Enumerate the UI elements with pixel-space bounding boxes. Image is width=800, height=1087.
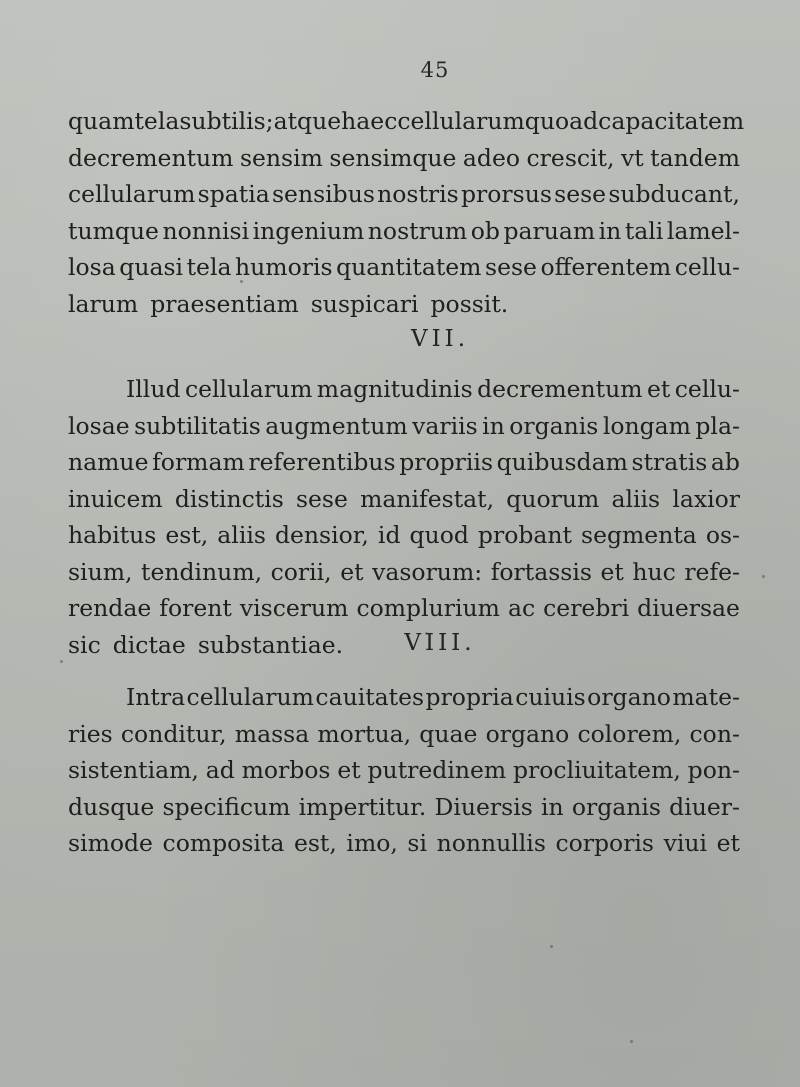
text-line	[68, 481, 740, 518]
word: cellularum	[68, 180, 196, 208]
word: cellu-	[674, 375, 740, 403]
word: cauitates	[315, 683, 425, 711]
word: nonnisi	[162, 216, 250, 245]
word: sese	[295, 484, 348, 513]
word: vasorum:	[372, 557, 483, 586]
text-line	[68, 679, 740, 716]
word: forent	[159, 594, 232, 622]
text-line	[68, 789, 740, 826]
text-line	[68, 213, 740, 250]
word: decrementum	[477, 375, 643, 403]
section-heading-vii: VII.	[410, 326, 470, 352]
word: diuersae	[637, 594, 740, 622]
word: nostrum	[367, 216, 468, 245]
word: quae	[419, 719, 478, 748]
word: et	[340, 557, 364, 586]
paragraph-continuation	[68, 103, 745, 322]
word: massa	[234, 719, 310, 748]
word: praesentiam	[150, 289, 299, 318]
word: prorsus	[460, 180, 552, 208]
word: substantiae.	[197, 630, 344, 659]
word: huc	[632, 557, 676, 586]
word: cellularum	[186, 683, 314, 711]
text-line	[68, 590, 740, 627]
word: sium,	[68, 557, 133, 586]
word: offerentem	[540, 253, 672, 281]
word: ad	[205, 756, 235, 784]
word: corporis	[555, 829, 654, 857]
word: sensimque	[329, 143, 457, 172]
word: aliis	[217, 521, 266, 549]
text-line	[68, 752, 740, 789]
word: dusque	[68, 792, 155, 821]
word: cerebri	[543, 594, 630, 622]
word: pon-	[687, 756, 740, 784]
word: quasi	[119, 253, 184, 281]
word: inuicem	[68, 484, 163, 513]
word: quoad	[524, 107, 599, 135]
word: ries	[68, 719, 113, 748]
word: complurium	[356, 594, 500, 622]
word: pla-	[695, 411, 740, 440]
word: si	[407, 829, 427, 857]
word: in	[540, 792, 564, 821]
word: crescit,	[526, 143, 615, 172]
word: capacitatem	[598, 107, 745, 135]
word: putredinem	[367, 756, 507, 784]
word: est,	[293, 829, 337, 857]
text-line	[68, 371, 740, 408]
text-line	[68, 517, 740, 554]
word: humoris	[235, 253, 333, 281]
word: propria	[425, 683, 514, 711]
word: augmentum	[265, 411, 408, 440]
paper-speck	[425, 632, 428, 635]
word: probant	[477, 521, 572, 549]
paper-speck	[550, 945, 553, 948]
word: quam	[68, 107, 135, 135]
text-line	[68, 249, 740, 286]
word: organo	[587, 683, 671, 711]
word: in	[482, 411, 505, 440]
word: organis	[571, 792, 661, 821]
word: organis	[509, 411, 599, 440]
word: mate-	[672, 683, 740, 711]
page-number: 45	[420, 58, 450, 82]
word: Illud	[126, 375, 181, 403]
word: sese	[554, 180, 607, 208]
word: densior,	[274, 521, 369, 549]
word: sic	[68, 630, 101, 659]
word: colorem,	[577, 719, 682, 748]
word: rendae	[68, 594, 152, 622]
word: composita	[162, 829, 285, 857]
section-heading-viii: VIII.	[404, 630, 476, 656]
word: cellularum	[184, 375, 313, 403]
word: conditur,	[120, 719, 227, 748]
word: organo	[485, 719, 570, 748]
word: atque	[273, 107, 342, 135]
text-line	[68, 408, 740, 445]
word: Diuersis	[434, 792, 533, 821]
text-line	[68, 444, 740, 481]
word: habitus	[68, 521, 157, 549]
word: tendinum,	[141, 557, 263, 586]
word: quorum	[506, 484, 600, 513]
word: sese	[485, 253, 537, 281]
word: tela	[186, 253, 232, 281]
text-line	[68, 140, 740, 177]
word: dictae	[112, 630, 186, 659]
word: cellularum	[397, 107, 525, 135]
paper-speck	[240, 280, 243, 283]
word: subtilis;	[179, 107, 274, 135]
word: est,	[165, 521, 209, 549]
word: vt	[620, 143, 644, 172]
word: magnitudinis	[316, 375, 473, 403]
word: losa	[68, 253, 116, 281]
word: et	[600, 557, 624, 586]
word: diuer-	[669, 792, 740, 821]
word: specificum	[162, 792, 291, 821]
word: suspicari	[310, 289, 419, 318]
word: et	[646, 375, 671, 403]
word: cuiuis	[515, 683, 586, 711]
word: stratis	[631, 448, 708, 476]
word: ac	[507, 594, 536, 622]
text-line	[68, 286, 740, 323]
word: morbos	[241, 756, 331, 784]
word: in	[598, 216, 622, 245]
word: impertitur.	[298, 792, 427, 821]
word: formam	[152, 448, 245, 476]
word: adeo	[462, 143, 521, 172]
word: nostris	[377, 180, 459, 208]
word: lamel-	[666, 216, 740, 245]
word: namue	[68, 448, 149, 476]
word: procliuitatem,	[513, 756, 681, 784]
word: larum	[68, 289, 139, 318]
text-line	[68, 554, 740, 591]
word: Intra	[126, 683, 186, 711]
word: possit.	[430, 289, 509, 318]
paragraph-section-vii	[68, 371, 740, 663]
word: tandem	[650, 143, 740, 172]
word: tela	[134, 107, 180, 135]
word: sensim	[239, 143, 323, 172]
text-line	[68, 716, 740, 753]
paragraph-section-viii	[68, 679, 740, 862]
text-line	[68, 825, 740, 862]
word: mortua,	[317, 719, 412, 748]
word: propriis	[399, 448, 494, 476]
word: tumque	[68, 216, 159, 245]
word: os-	[705, 521, 740, 549]
word: tali	[624, 216, 664, 245]
text-line	[68, 103, 745, 140]
word: distinctis	[174, 484, 284, 513]
word: refe-	[684, 557, 740, 586]
word: et	[716, 829, 740, 857]
word: losae	[68, 411, 130, 440]
word: simode	[68, 829, 153, 857]
word: quod	[409, 521, 469, 549]
word: quantitatem	[336, 253, 482, 281]
paper-speck	[60, 660, 63, 663]
word: ab	[710, 448, 740, 476]
word: segmenta	[581, 521, 697, 549]
word: ob	[470, 216, 500, 245]
word: id	[377, 521, 401, 549]
word: cellu-	[674, 253, 740, 281]
word: viui	[663, 829, 708, 857]
paper-speck	[630, 1040, 633, 1043]
word: nonnullis	[436, 829, 546, 857]
word: paruam	[503, 216, 596, 245]
word: aliis	[611, 484, 661, 513]
word: subtilitatis	[134, 411, 261, 440]
word: variis	[412, 411, 478, 440]
word: manifestat,	[360, 484, 495, 513]
word: ingenium	[252, 216, 365, 245]
word: haec	[341, 107, 398, 135]
word: con-	[689, 719, 740, 748]
word: viscerum	[239, 594, 349, 622]
word: sensibus	[271, 180, 375, 208]
word: corii,	[270, 557, 332, 586]
word: et	[337, 756, 361, 784]
word: spatia	[197, 180, 270, 208]
word: longam	[602, 411, 691, 440]
word: laxior	[672, 484, 740, 513]
word: decrementum	[68, 143, 234, 172]
word: subducant,	[608, 180, 740, 208]
paper-speck	[762, 575, 765, 578]
word: quibusdam	[496, 448, 628, 476]
word: sistentiam,	[68, 756, 199, 784]
text-line	[68, 176, 740, 213]
word: referentibus	[248, 448, 396, 476]
word: fortassis	[490, 557, 592, 586]
word: imo,	[346, 829, 398, 857]
